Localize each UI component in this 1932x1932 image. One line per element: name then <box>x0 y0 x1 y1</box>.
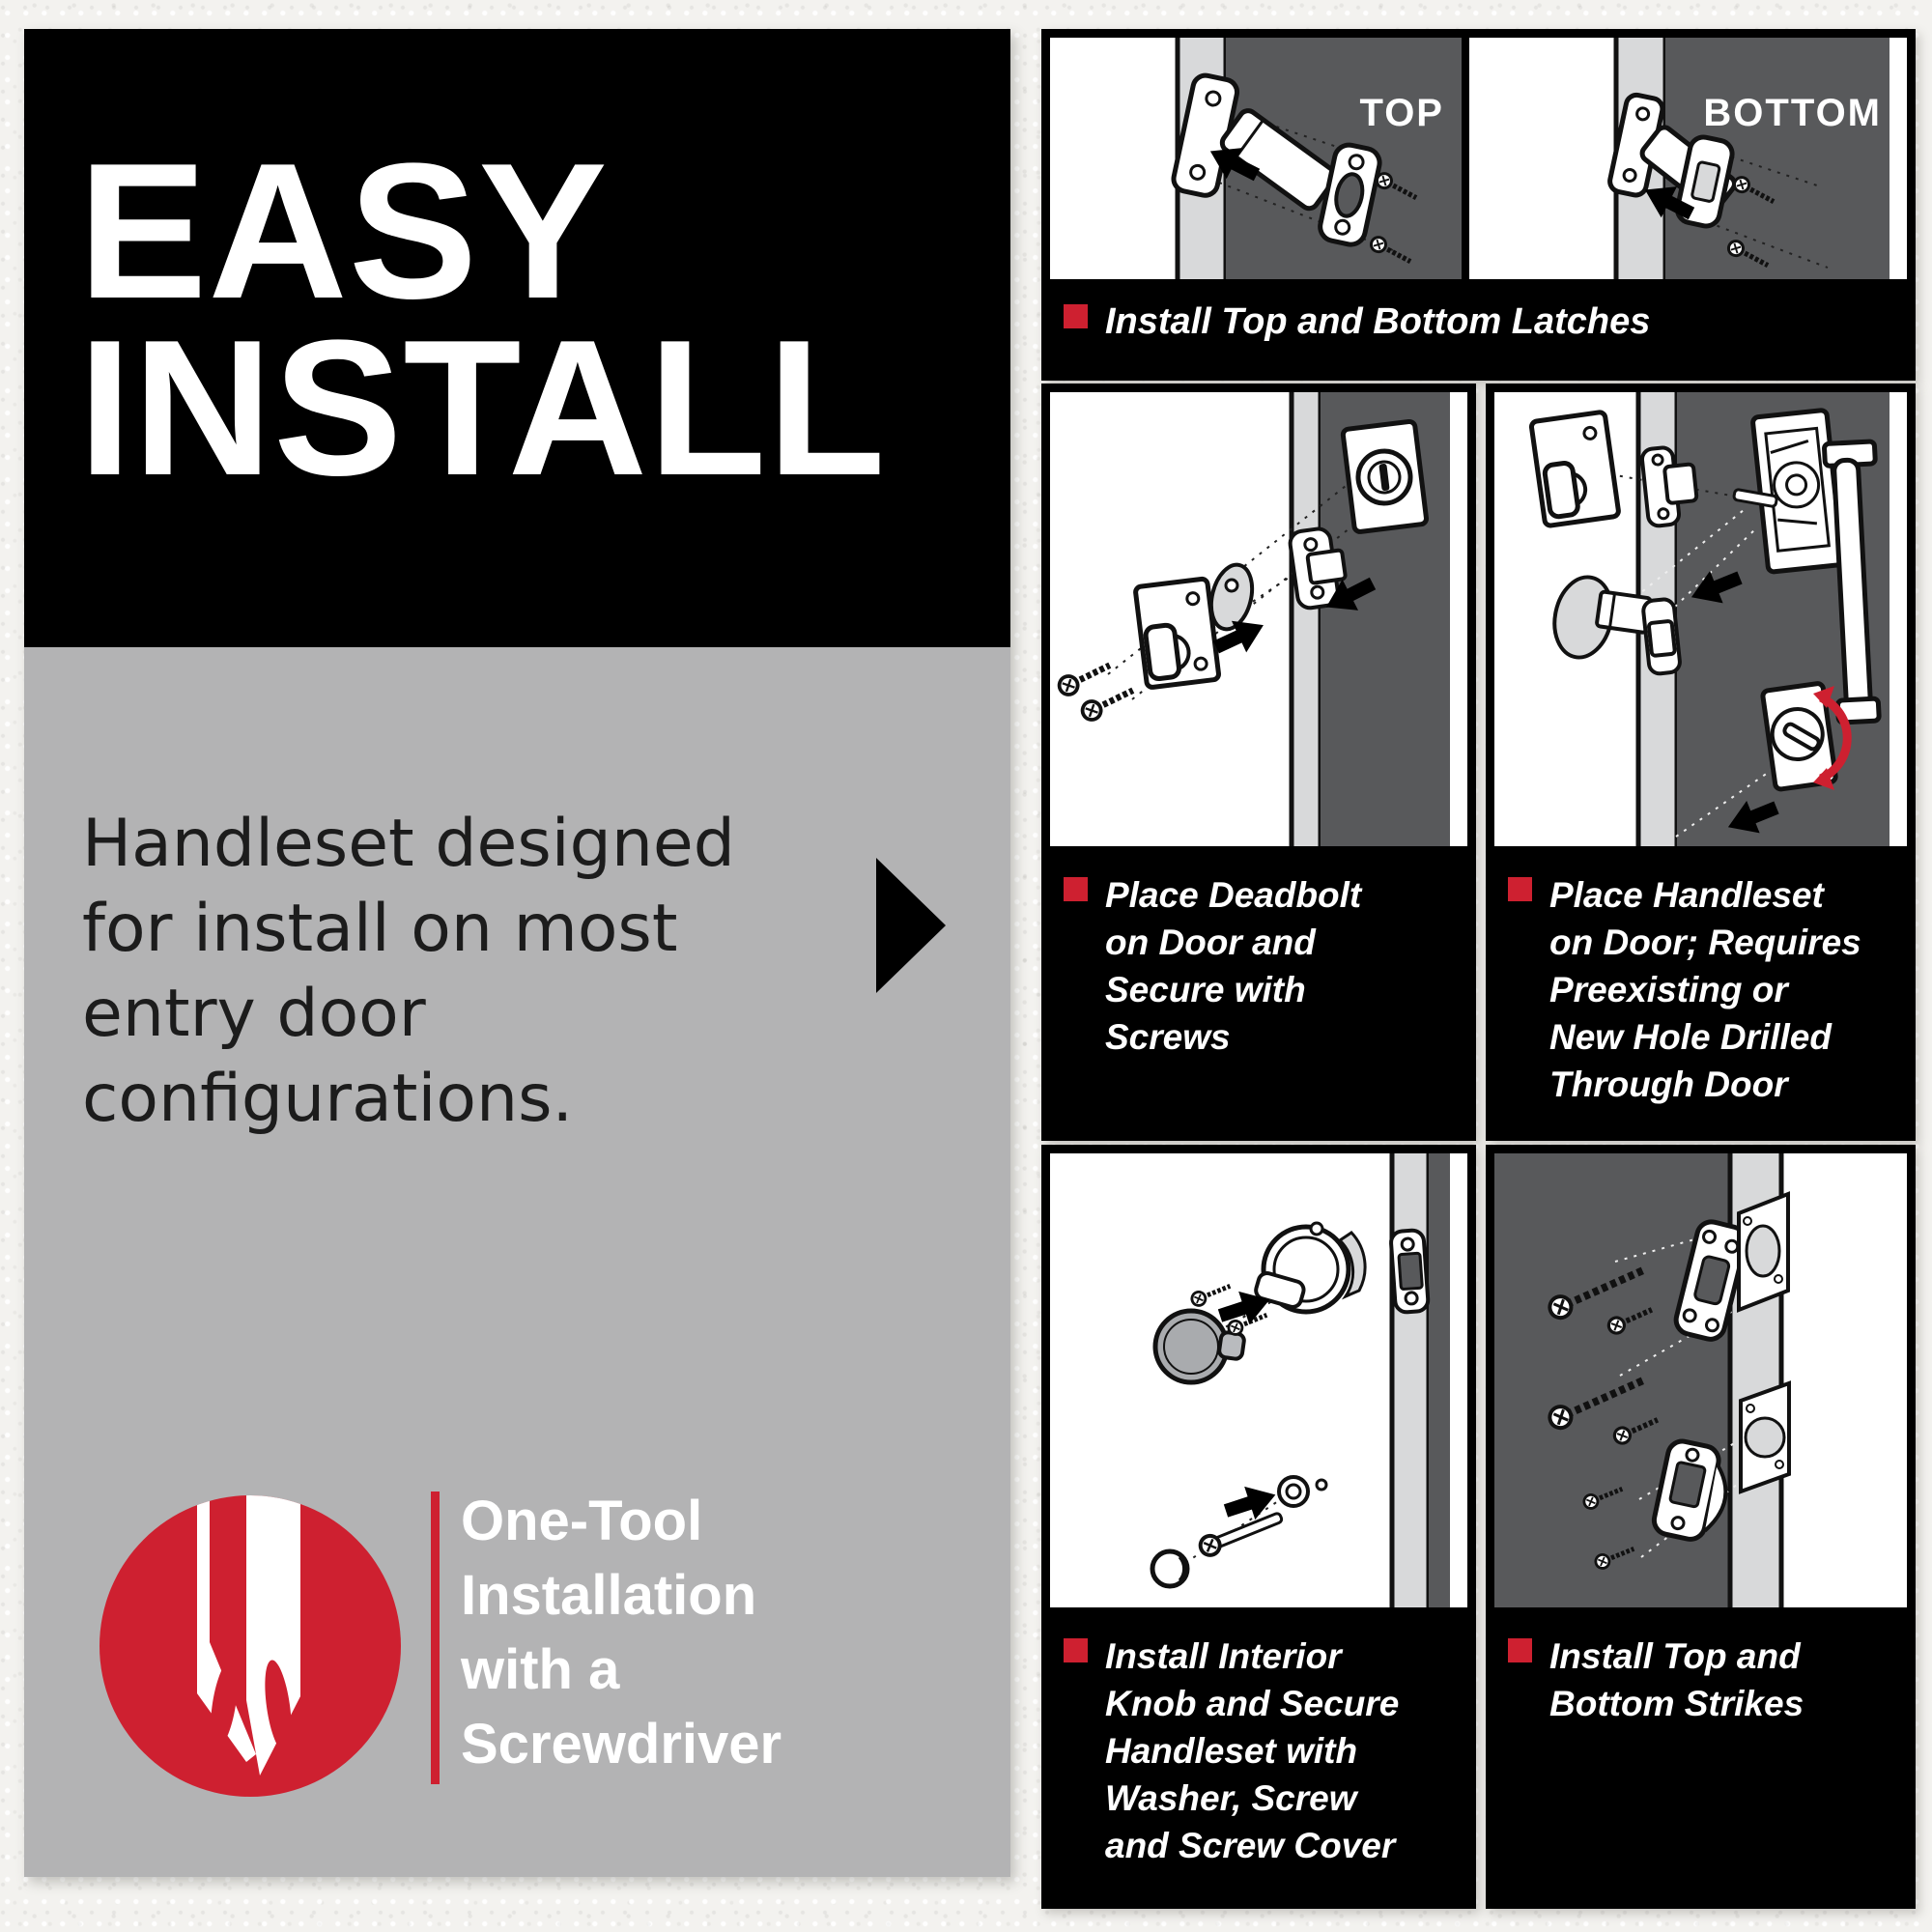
title-box <box>24 29 1010 647</box>
title-line-1: EASY <box>78 124 609 339</box>
description-line: for install on most <box>82 891 678 967</box>
caption-line: Install Interior <box>1105 1636 1342 1676</box>
caption-line: Preexisting or <box>1549 970 1788 1009</box>
red-square-bullet <box>1064 877 1088 901</box>
caption-line: Install Top and <box>1549 1636 1801 1676</box>
caption-line: and Screw Cover <box>1105 1826 1396 1865</box>
interior-knob-diagram <box>1050 1153 1467 1607</box>
one-tool-badge <box>461 1484 781 1781</box>
strikes-diagram <box>1494 1153 1907 1607</box>
deadbolt-diagram <box>1050 392 1467 846</box>
latch-diagram <box>1050 38 1907 279</box>
caption <box>1494 1607 1907 1727</box>
panel-place-handleset <box>1486 384 1916 1141</box>
description <box>82 802 735 1142</box>
caption-line: Place Deadbolt <box>1105 875 1362 915</box>
caption-line: Install Top and Bottom Latches <box>1105 301 1651 342</box>
panel-install-strikes <box>1486 1145 1916 1909</box>
badge-line: Installation <box>461 1564 757 1627</box>
caption-line: Through Door <box>1549 1065 1788 1104</box>
right-arrow-icon <box>876 858 946 993</box>
left-panel <box>24 29 1010 1877</box>
caption-line: Secure with <box>1105 970 1306 1009</box>
badge-line: with a <box>461 1638 620 1701</box>
caption-line: Place Handleset <box>1549 875 1824 915</box>
red-square-bullet <box>1064 1638 1088 1662</box>
badge-line: One-Tool <box>461 1490 703 1552</box>
caption-line: Screws <box>1105 1017 1231 1057</box>
badge-divider <box>431 1492 440 1784</box>
handleset-diagram <box>1494 392 1907 846</box>
panel-install-latches <box>1041 29 1916 381</box>
caption-line: New Hole Drilled <box>1549 1017 1832 1057</box>
caption <box>1050 1607 1467 1869</box>
caption <box>1050 279 1907 374</box>
caption-line: Handleset with <box>1105 1731 1358 1771</box>
caption <box>1494 846 1907 1108</box>
title-line-2: INSTALL <box>78 300 887 516</box>
red-square-bullet <box>1064 304 1088 328</box>
door-label-top: TOP <box>1359 92 1444 134</box>
red-square-bullet <box>1508 1638 1532 1662</box>
caption-line: on Door and <box>1105 923 1316 962</box>
door-label-bottom: BOTTOM <box>1703 92 1882 134</box>
caption-line: Knob and Secure <box>1105 1684 1400 1723</box>
description-line: Handleset designed <box>82 806 735 882</box>
screwdriver-icon <box>99 1495 401 1797</box>
panel-install-interior-knob <box>1041 1145 1476 1909</box>
caption-line: on Door; Requires <box>1549 923 1861 962</box>
red-square-bullet <box>1508 877 1532 901</box>
caption-line: Washer, Screw <box>1105 1778 1357 1818</box>
badge-line: Screwdriver <box>461 1713 782 1776</box>
caption <box>1050 846 1467 1061</box>
page-title <box>78 124 1010 516</box>
description-line: entry door <box>82 976 426 1052</box>
caption-line: Bottom Strikes <box>1549 1684 1804 1723</box>
description-line: configurations. <box>82 1061 574 1137</box>
panel-place-deadbolt <box>1041 384 1476 1141</box>
